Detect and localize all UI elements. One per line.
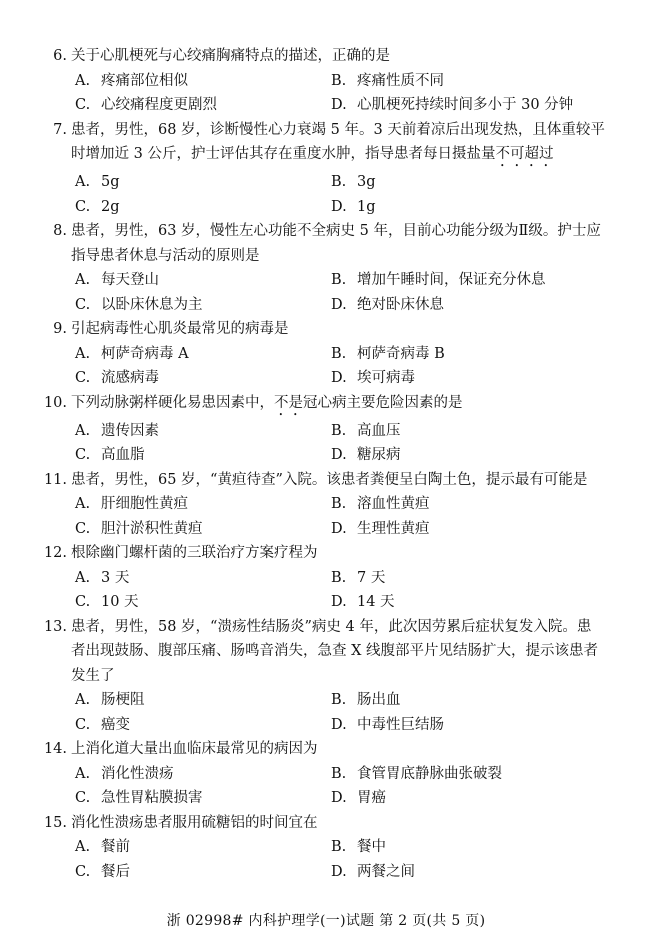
option-text: 高血脂 xyxy=(101,447,145,463)
question-number: 11. xyxy=(43,471,67,488)
option-letter: C. xyxy=(75,594,91,610)
option-letter: A. xyxy=(75,569,91,586)
option-text: 餐中 xyxy=(357,839,386,855)
question-stem xyxy=(40,811,630,836)
option-letter: C. xyxy=(75,198,91,215)
option-grid xyxy=(40,419,630,468)
answer-option xyxy=(75,69,331,94)
option-letter: C. xyxy=(75,447,91,463)
answer-option xyxy=(331,860,631,885)
answer-option xyxy=(331,786,631,811)
answer-option xyxy=(75,762,331,787)
option-letter: C. xyxy=(75,296,91,313)
answer-option xyxy=(75,492,331,517)
answer-option xyxy=(75,443,331,468)
option-letter: B. xyxy=(331,839,347,855)
option-text: 1g xyxy=(357,198,376,215)
option-text: 绝对卧床休息 xyxy=(357,296,444,313)
question-number: 15. xyxy=(43,814,67,831)
option-grid xyxy=(40,268,630,317)
option-letter: D. xyxy=(331,790,347,806)
answer-option xyxy=(75,713,331,738)
option-letter: C. xyxy=(75,716,91,733)
option-text: 心绞痛程度更剧烈 xyxy=(101,97,217,113)
option-text: 食管胃底静脉曲张破裂 xyxy=(357,765,502,782)
answer-option xyxy=(331,517,631,542)
stem-line: 患者，男性，65 岁，“黄疸待查”入院。该患者粪便呈白陶土色，提示最有可能是 xyxy=(71,471,588,488)
option-letter: D. xyxy=(331,198,347,215)
option-grid xyxy=(40,170,630,219)
stem-line: 指导患者休息与活动的原则是 xyxy=(71,247,260,264)
answer-option xyxy=(331,762,631,787)
page-footer: 浙 02998# 内科护理学(一)试题 第 2 页(共 5 页) xyxy=(166,913,486,929)
question-item xyxy=(40,44,630,118)
question-stem xyxy=(40,737,630,762)
answer-option xyxy=(75,517,331,542)
question-stem xyxy=(40,615,630,689)
question-item xyxy=(40,615,630,738)
question-item xyxy=(40,737,630,811)
option-text: 胆汁淤积性黄疸 xyxy=(101,520,203,537)
option-letter: B. xyxy=(331,569,347,586)
option-letter: D. xyxy=(331,370,347,386)
question-number: 8. xyxy=(53,223,67,239)
question-item xyxy=(40,118,630,220)
option-text: 心肌梗死持续时间多小于 30 分钟 xyxy=(357,97,574,113)
option-letter: C. xyxy=(75,370,91,386)
option-letter: B. xyxy=(331,422,347,439)
stem-line: 患者，男性，68 岁，诊断慢性心力衰竭 5 年。3 天前着凉后出现发热，且体重较平 xyxy=(71,121,605,138)
answer-option xyxy=(75,195,331,220)
option-grid xyxy=(40,492,630,541)
question-number: 7. xyxy=(53,121,67,138)
option-letter: A. xyxy=(75,765,91,782)
option-text: 遗传因素 xyxy=(101,422,159,439)
option-text: 5g xyxy=(101,174,120,190)
option-letter: D. xyxy=(331,296,347,313)
option-text: 中毒性巨结肠 xyxy=(357,716,444,733)
answer-option xyxy=(331,93,631,118)
option-letter: B. xyxy=(331,692,347,708)
option-letter: B. xyxy=(331,496,347,512)
option-letter: A. xyxy=(75,496,91,512)
option-text: 7 天 xyxy=(357,569,386,586)
answer-option xyxy=(331,170,631,195)
option-letter: B. xyxy=(331,765,347,782)
option-text: 消化性溃疡 xyxy=(101,765,174,782)
answer-option xyxy=(331,566,631,591)
option-text: 肠出血 xyxy=(357,692,401,708)
question-item xyxy=(40,391,630,468)
answer-option xyxy=(331,419,631,444)
question-number: 10. xyxy=(43,394,67,411)
question-stem xyxy=(40,468,630,493)
answer-option xyxy=(331,293,631,318)
answer-option xyxy=(75,366,331,391)
option-text: 餐后 xyxy=(101,863,130,880)
stem-line: 根除幽门螺杆菌的三联治疗方案疗程为 xyxy=(71,545,318,561)
option-letter: B. xyxy=(331,272,347,288)
option-text: 餐前 xyxy=(101,839,130,855)
question-list xyxy=(40,44,630,884)
answer-option xyxy=(331,713,631,738)
option-letter: A. xyxy=(75,174,91,190)
answer-option xyxy=(75,268,331,293)
option-grid xyxy=(40,69,630,118)
option-letter: B. xyxy=(331,72,347,89)
option-text: 流感病毒 xyxy=(101,370,159,386)
answer-option xyxy=(331,342,631,367)
answer-option xyxy=(75,93,331,118)
question-stem xyxy=(40,317,630,342)
question-number: 12. xyxy=(43,545,67,561)
option-text: 每天登山 xyxy=(101,272,159,288)
option-letter: B. xyxy=(331,174,347,190)
option-letter: C. xyxy=(75,790,91,806)
question-item xyxy=(40,317,630,391)
option-text: 两餐之间 xyxy=(357,863,415,880)
stem-line: 患者，男性，63 岁，慢性左心功能不全病史 5 年，目前心功能分级为Ⅱ级。护士应 xyxy=(71,223,601,239)
option-letter: A. xyxy=(75,272,91,288)
answer-option xyxy=(331,69,631,94)
stem-line-wrap xyxy=(71,142,630,170)
option-text: 柯萨奇病毒 A xyxy=(101,345,189,362)
stem-line: 引起病毒性心肌炎最常见的病毒是 xyxy=(71,321,289,337)
option-letter: D. xyxy=(331,447,347,463)
answer-option xyxy=(75,835,331,860)
question-item xyxy=(40,219,630,317)
option-text: 高血压 xyxy=(357,422,401,439)
answer-option xyxy=(75,293,331,318)
stem-line: 消化性溃疡患者服用硫糖铝的时间宜在 xyxy=(71,814,318,831)
stem-line: 上消化道大量出血临床最常见的病因为 xyxy=(71,741,318,757)
stem-line: 关于心肌梗死与心绞痛胸痛特点的描述，正确的是 xyxy=(71,48,390,64)
stem-text: 冠心病主要危险因素的是 xyxy=(303,394,463,411)
option-letter: C. xyxy=(75,863,91,880)
answer-option xyxy=(331,835,631,860)
option-text: 疼痛性质不同 xyxy=(357,72,444,89)
option-letter: D. xyxy=(331,716,347,733)
option-text: 3 天 xyxy=(101,569,130,586)
question-stem xyxy=(40,391,630,419)
option-text: 埃可病毒 xyxy=(357,370,415,386)
option-letter: D. xyxy=(331,594,347,610)
option-letter: A. xyxy=(75,839,91,855)
answer-option xyxy=(331,590,631,615)
answer-option xyxy=(75,419,331,444)
option-text: 肝细胞性黄疸 xyxy=(101,496,188,512)
question-stem xyxy=(40,541,630,566)
answer-option xyxy=(331,195,631,220)
option-grid xyxy=(40,342,630,391)
stem-text: 下列动脉粥样硬化易患因素中， xyxy=(71,394,274,411)
stem-emphasis: 不可超过 xyxy=(495,146,554,162)
question-item xyxy=(40,468,630,542)
option-grid xyxy=(40,835,630,884)
stem-line: 发生了 xyxy=(71,667,115,684)
option-letter: C. xyxy=(75,520,91,537)
option-letter: B. xyxy=(331,345,347,362)
stem-line: 时增加近 3 公斤，护士评估其存在重度水肿，指导患者每日摄盐量 xyxy=(71,146,496,162)
option-letter: A. xyxy=(75,345,91,362)
option-letter: A. xyxy=(75,422,91,439)
option-grid xyxy=(40,566,630,615)
option-letter: D. xyxy=(331,863,347,880)
answer-option xyxy=(75,688,331,713)
answer-option xyxy=(331,492,631,517)
option-text: 肠梗阻 xyxy=(101,692,145,708)
option-text: 10 天 xyxy=(101,594,139,610)
option-text: 生理性黄疸 xyxy=(357,520,430,537)
question-number: 9. xyxy=(53,321,67,337)
option-grid xyxy=(40,688,630,737)
option-text: 溶血性黄疸 xyxy=(357,496,430,512)
option-text: 增加午睡时间，保证充分休息 xyxy=(357,272,546,288)
option-letter: A. xyxy=(75,692,91,708)
stem-line: 患者，男性，58 岁，“溃疡性结肠炎”病史 4 年，此次因劳累后症状复发入院。患 xyxy=(71,618,592,635)
option-text: 以卧床休息为主 xyxy=(101,296,203,313)
answer-option xyxy=(75,590,331,615)
answer-option xyxy=(331,688,631,713)
option-text: 急性胃粘膜损害 xyxy=(101,790,203,806)
question-item xyxy=(40,541,630,615)
answer-option xyxy=(75,786,331,811)
stem-emphasis: 不是 xyxy=(274,394,303,411)
option-text: 柯萨奇病毒 B xyxy=(357,345,445,362)
option-text: 14 天 xyxy=(357,594,395,610)
option-text: 癌变 xyxy=(101,716,130,733)
question-number: 6. xyxy=(53,48,67,64)
option-text: 疼痛部位相似 xyxy=(101,72,188,89)
answer-option xyxy=(331,268,631,293)
answer-option xyxy=(331,443,631,468)
option-letter: D. xyxy=(331,97,347,113)
option-text: 2g xyxy=(101,198,120,215)
question-number: 14. xyxy=(43,741,67,757)
answer-option xyxy=(75,860,331,885)
option-text: 3g xyxy=(357,174,376,190)
option-text: 胃癌 xyxy=(357,790,386,806)
option-grid xyxy=(40,762,630,811)
question-stem xyxy=(40,118,630,171)
question-number: 13. xyxy=(43,618,67,635)
answer-option xyxy=(331,366,631,391)
answer-option xyxy=(75,566,331,591)
question-item xyxy=(40,811,630,885)
option-letter: A. xyxy=(75,72,91,89)
option-text: 糖尿病 xyxy=(357,447,401,463)
stem-line: 者出现鼓肠、腹部压痛、肠鸣音消失，急查 X 线腹部平片见结肠扩大，提示该患者 xyxy=(71,643,599,659)
answer-option xyxy=(75,170,331,195)
option-letter: C. xyxy=(75,97,91,113)
option-letter: D. xyxy=(331,520,347,537)
question-stem xyxy=(40,44,630,69)
question-stem xyxy=(40,219,630,268)
answer-option xyxy=(75,342,331,367)
